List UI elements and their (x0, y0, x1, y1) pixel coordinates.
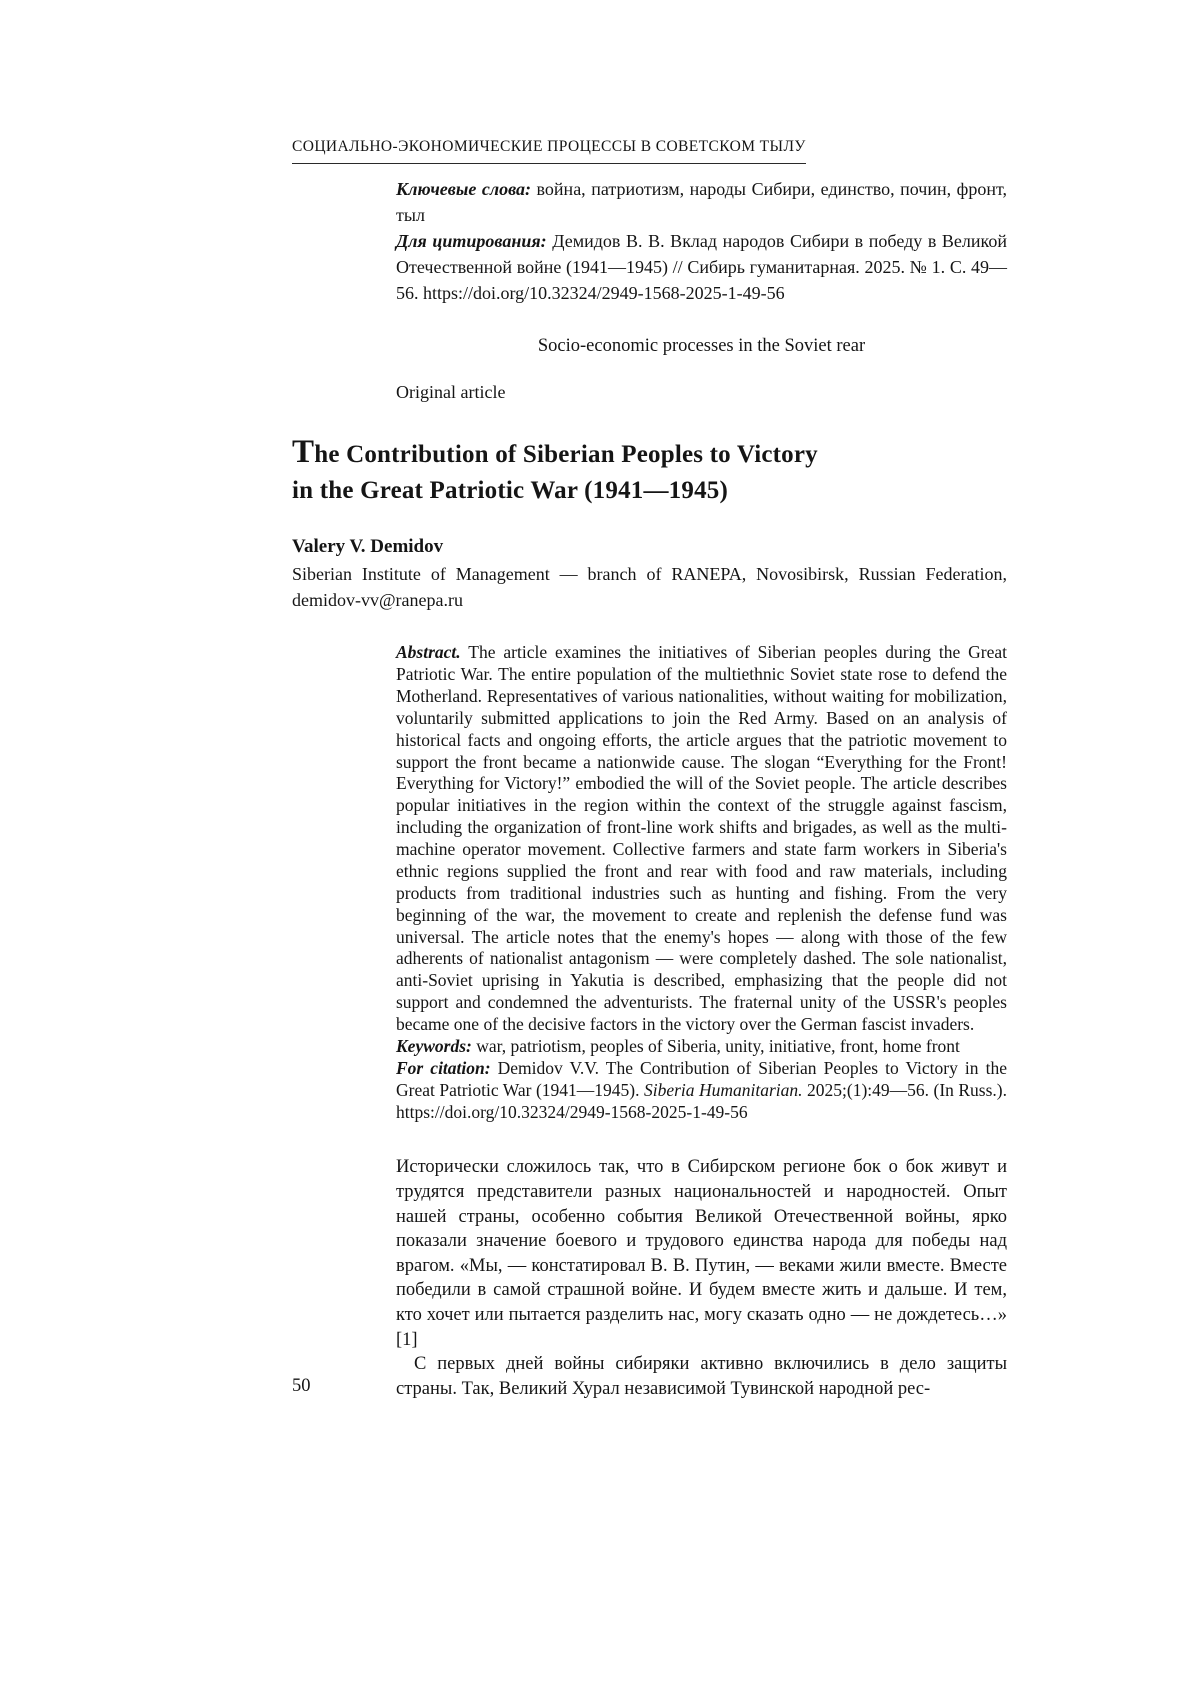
running-head: СОЦИАЛЬНО-ЭКОНОМИЧЕСКИЕ ПРОЦЕССЫ В СОВЕТСКОМ ТЫЛУ (292, 138, 806, 164)
running-head-row (292, 138, 1007, 177)
citation-en-text-after: 2025;(1):49—56. (In Russ.). https://doi.org/10.32324/2949-1568-2025-1-49-56 (396, 1079, 1007, 1122)
section-heading-en: Socio-economic processes in the Soviet rear (537, 335, 866, 356)
article-title-initial: T (292, 433, 315, 470)
author-name: Valery V. Demidov (292, 536, 444, 558)
page-number: 50 (292, 1376, 311, 1396)
keywords-en-text: war, patriotism, peoples of Siberia, unity, initiative, front, home front (471, 1035, 960, 1056)
article-title-line2: in the Great Patriotic War (1941—1945) (292, 476, 729, 504)
article-type-label: Original article (396, 381, 506, 402)
article-title-line1: he Contribution of Siberian Peoples to Victory (314, 440, 818, 468)
citation-ru-label: Для цитирования: (396, 230, 547, 251)
abstract-paragraph (396, 642, 1007, 1036)
citation-en-paragraph (396, 1058, 1007, 1124)
front-matter-ru (396, 177, 1007, 307)
article-title (292, 433, 1007, 510)
abstract-block (396, 642, 1007, 1123)
body-paragraph-2: С первых дней войны сибиряки активно включились в дело защиты страны. Так, Великий Хурал независимой Тувинской народной рес- (396, 1354, 1007, 1399)
citation-en-text-before: Demidov V.V. The Contribution of Siberian Peoples to Victory in the Great Patriotic War (1941—1945). (396, 1057, 1007, 1100)
keywords-en-paragraph (396, 1036, 1007, 1058)
body-text-ru (396, 1155, 1007, 1401)
keywords-ru-text: война, патриотизм, народы Сибири, единство, почин, фронт, тыл (396, 179, 1007, 225)
citation-ru-text: Демидов В. В. Вклад народов Сибири в победу в Великой Отечественной войне (1941—1945) // Сибирь гуманитарная. 2025. № 1. С. 49—56. https://doi.org/10.32324/2949-1568-2025-1-49-56 (396, 230, 1007, 303)
body-paragraph-1: Исторически сложилось так, что в Сибирском регионе бок о бок живут и трудятся представители разных национальностей и народностей. Опыт нашей страны, особенно события Великой Отечественной войны, ярко показали значение боевого и трудового единства народа для победы над врагом. «Мы, — констатировал В. В. Путин, — веками жили вместе. Вместе победили в самой страшной войне. И будем вместе жить и дальше. И тем, кто хочет или пытается разделить нас, могу сказать одно — не дождетесь…» [1] (396, 1157, 1007, 1350)
keywords-ru-label: Ключевые слова: (396, 179, 531, 199)
citation-en-journal-name: Siberia Humanitarian. (643, 1079, 803, 1100)
author-affiliation: Siberian Institute of Management — branch of RANEPA, Novosibirsk, Russian Federation, demidov-vv@ranepa.ru (292, 564, 1007, 611)
abstract-text: The article examines the initiatives of Siberian peoples during the Great Patriotic War. The entire population of the multiethnic Soviet state rose to defend the Motherland. Representatives of various nationalities, without waiting for mobilization, voluntarily submitted applications to join the Red Army. Based on an analysis of historical facts and ongoing efforts, the article argues that the patriotic movement to support the front became a nationwide cause. The slogan “Everything for the Front! Everything for Victory!” embodied the will of the Soviet people. The article describes popular initiatives in the region within the context of the struggle against fascism, including the organization of front-line work shifts and brigades, as well as the multi-machine operator movement. Collective farmers and state farm workers in Siberia's ethnic regions supplied the front and rear with food and raw materials, including products from traditional industries such as hunting and fishing. From the very beginning of the war, the movement to create and replenish the defense fund was universal. The article notes that the enemy's hopes — along with those of the few adherents of nationalist antagonism — were completely dashed. The sole nationalist, anti-Soviet uprising in Yakutia is described, emphasizing that the people did not support and condemned the adventurists. The fraternal unity of the USSR's peoples became one of the decisive factors in the victory over the German fascist invaders. (396, 642, 1007, 1035)
keywords-en-label: Keywords: (396, 1035, 472, 1056)
abstract-label: Abstract. (396, 642, 461, 663)
citation-en-label: For citation: (396, 1057, 491, 1078)
